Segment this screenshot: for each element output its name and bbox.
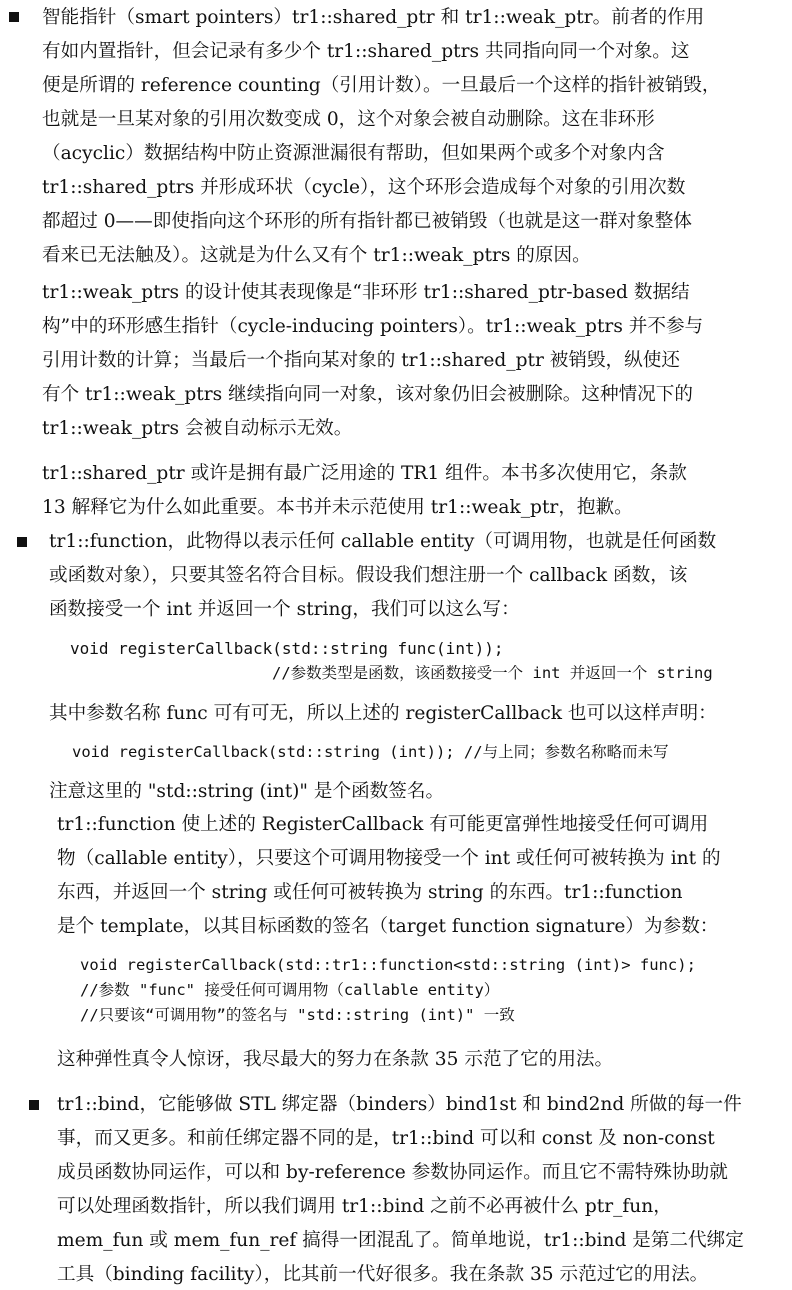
text-line: 事，而又更多。和前任绑定器不同的是，tr1::bind 可以和 const 及 non-const — [57, 1128, 715, 1149]
text-line: 注意这里的 "std::string (int)" 是个函数签名。 — [49, 781, 445, 802]
text-line: 有如内置指针，但会记录有多少个 tr1::shared_ptrs 共同指向同一个对象。这 — [42, 41, 690, 62]
text-line: tr1::bind，它能够做 STL 绑定器（binders）bind1st 和 bind2nd 所做的每一件 — [57, 1094, 742, 1115]
text-line: 有个 tr1::weak_ptrs 继续指向同一对象，该对象仍旧会被删除。这种情况下的 — [42, 384, 693, 405]
paragraph-line: tr1::shared_ptr 或许是拥有最广泛用途的 TR1 组件。本书多次使用它，条款 — [42, 463, 687, 484]
text-line: 看来已无法触及）。这就是为什么又有个 tr1::weak_ptrs 的原因。 — [42, 245, 591, 266]
code-line: void registerCallback(std::string (int)); //与上同；参数名称略而未写 — [72, 743, 669, 761]
text-line: 可以处理函数指针，所以我们调用 tr1::bind 之前不必再被什么 ptr_fun， — [57, 1196, 672, 1217]
text-line: tr1::weak_ptrs 会被自动标示无效。 — [42, 418, 353, 439]
text-line: 也就是一旦某对象的引用次数变成 0，这个对象会被自动删除。这在非环形 — [42, 109, 655, 130]
text-line: 成员函数协同运作，可以和 by-reference 参数协同运作。而且它不需特殊协助就 — [57, 1162, 728, 1183]
text-line: mem_fun 或 mem_fun_ref 搞得一团混乱了。简单地说，tr1::bind 是第二代绑定 — [57, 1230, 744, 1251]
text-line: 其中参数名称 func 可有可无，所以上述的 registerCallback 也可以这样声明： — [49, 703, 717, 724]
text-line: tr1::function 使上述的 RegisterCallback 有可能更富弹性地接受任何可调用 — [57, 814, 709, 835]
text-line: （acyclic）数据结构中防止资源泄漏很有帮助，但如果两个或多个对象内含 — [42, 143, 665, 164]
text-line: 东西，并返回一个 string 或任何可被转换为 string 的东西。tr1::function — [57, 882, 683, 903]
text-line: 函数接受一个 int 并返回一个 string，我们可以这么写： — [49, 599, 520, 620]
text-line: 工具（binding facility），比其前一代好很多。我在条款 35 示范过它的用法。 — [57, 1264, 709, 1285]
text-line: 便是所谓的 reference counting（引用计数）。一旦最后一个这样的指针被销毁， — [42, 75, 721, 96]
bullet-icon — [29, 1100, 39, 1110]
text-line: 构”中的环形感生指针（cycle-inducing pointers）。tr1::weak_ptrs 并不参与 — [42, 316, 704, 337]
text-line: 引用计数的计算；当最后一个指向某对象的 tr1::shared_ptr 被销毁，纵使还 — [42, 350, 680, 371]
code-line: void registerCallback(std::tr1::function<std::string (int)> func); — [80, 956, 696, 974]
text-line: 智能指针（smart pointers）tr1::shared_ptr 和 tr1::weak_ptr。前者的作用 — [42, 7, 705, 28]
bullet-icon — [17, 537, 27, 547]
text-line: 都超过 0——即使指向这个环形的所有指针都已被销毁（也就是这一群对象整体 — [42, 211, 692, 232]
text-line: 或函数对象），只要其签名符合目标。假设我们想注册一个 callback 函数，该 — [49, 565, 688, 586]
bullet-icon — [9, 12, 19, 22]
paragraph-line: 13 解释它为什么如此重要。本书并未示范使用 tr1::weak_ptr，抱歉。 — [42, 497, 633, 518]
code-line: void registerCallback(std::string func(int)); — [70, 639, 504, 658]
text-line: 这种弹性真令人惊讶，我尽最大的努力在条款 35 示范了它的用法。 — [57, 1049, 614, 1070]
code-comment: //只要该“可调用物”的签名与 "std::string (int)" 一致 — [80, 1006, 515, 1024]
text-line: 物（callable entity），只要这个可调用物接受一个 int 或任何可被转换为 int 的 — [57, 848, 721, 869]
code-comment: //参数 "func" 接受任何可调用物（callable entity） — [80, 981, 500, 999]
code-comment: //参数类型是函数，该函数接受一个 int 并返回一个 string — [272, 664, 713, 682]
text-line: tr1::weak_ptrs 的设计使其表现像是“非环形 tr1::shared_ptr-based 数据结 — [42, 282, 690, 303]
text-line: tr1::shared_ptrs 并形成环状（cycle），这个环形会造成每个对象的引用次数 — [42, 177, 686, 198]
text-line: 是个 template，以其目标函数的签名（target function signature）为参数： — [57, 916, 719, 937]
text-line: tr1::function，此物得以表示任何 callable entity（可调用物，也就是任何函数 — [49, 531, 717, 552]
